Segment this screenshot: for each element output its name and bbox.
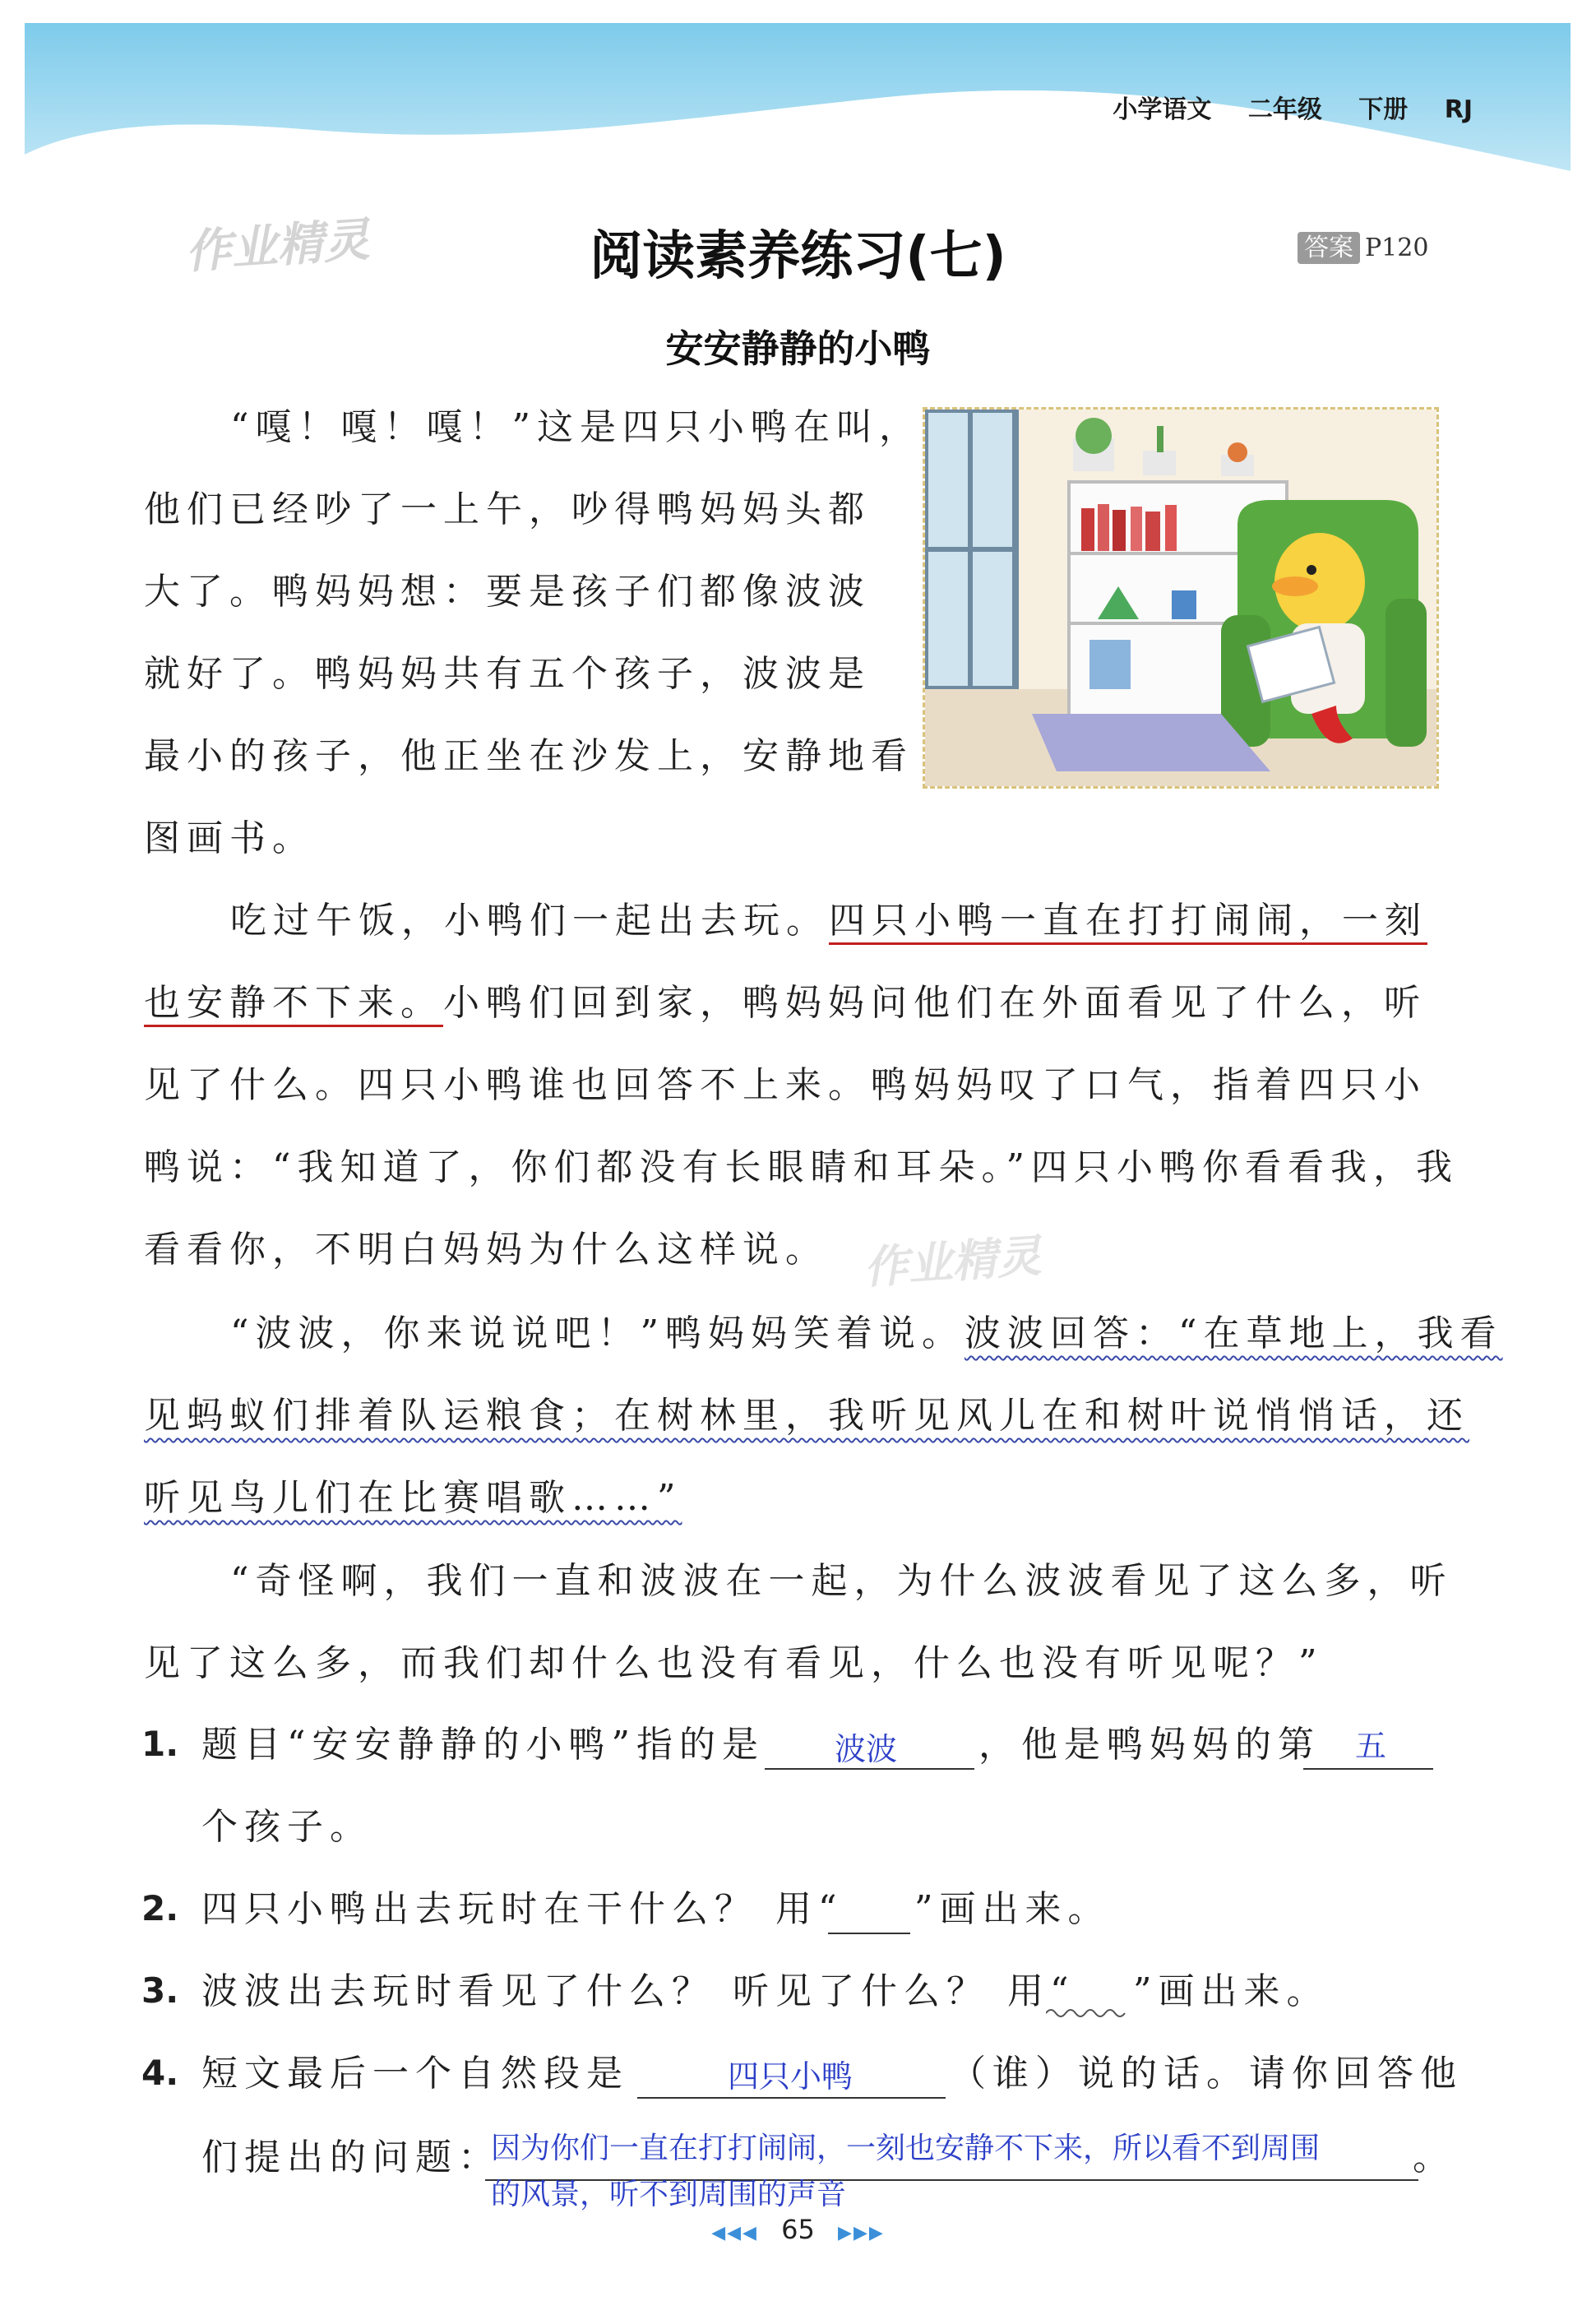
passage-line: 最小的孩子，他正坐在沙发上，安静地看	[144, 735, 914, 777]
passage-line: “奇怪啊，我们一直和波波在一起，为什么波波看见了这么多，听	[230, 1560, 1453, 1602]
footer-right-arrows: ▶▶▶	[838, 2223, 885, 2243]
passage-line	[230, 1309, 1503, 1359]
passage-line	[144, 1391, 1469, 1441]
wavy-underlined-text: 见蚂蚁们排着队运粮食；在树林里，我听见风儿在和树叶说悄悄话，还	[144, 1395, 1469, 1437]
red-underlined-text: 也安静不下来。	[144, 982, 443, 1024]
answer-page: P120	[1365, 234, 1429, 262]
question-3-number: 3.	[141, 1970, 179, 2011]
passage-text: “波波，你来说说吧！”鸭妈妈笑着说。	[230, 1312, 965, 1354]
header-grade: 二年级	[1247, 95, 1322, 124]
question-1-text-c: 个孩子。	[201, 1806, 372, 1848]
question-3-wavy-sample	[1046, 2005, 1128, 2021]
passage-text: 小鸭们回到家，鸭妈妈问他们在外面看见了什么，听	[443, 982, 1427, 1024]
question-4-text-c: 们提出的问题：	[201, 2137, 501, 2178]
passage-line: 图画书。	[144, 817, 315, 859]
page-title: 阅读素养练习(七)	[590, 226, 1006, 287]
question-1-text-b: ，他是鸭妈妈的第	[978, 1724, 1321, 1766]
passage-line: 鸭说：“我知道了，你们都没有长眼睛和耳朵。”四只小鸭你看看我，我	[144, 1146, 1459, 1188]
question-1-answer-1: 波波	[835, 1731, 898, 1767]
passage-line	[144, 1474, 682, 1523]
passage-line: 他们已经吵了一上午，吵得鸭妈妈头都	[144, 488, 871, 530]
question-4-answer-1: 四只小鸭	[728, 2058, 854, 2095]
question-4-number: 4.	[141, 2053, 179, 2093]
header-edition: RJ	[1444, 95, 1473, 124]
question-2-blank[interactable]	[828, 1933, 910, 1934]
question-4-text-d: 。	[1413, 2137, 1455, 2178]
watermark-top: 作业精灵	[183, 213, 372, 280]
header-meta	[1085, 89, 1473, 125]
illustration-svg	[925, 410, 1436, 786]
question-1-answer-2: 五	[1355, 1728, 1387, 1764]
footer	[0, 2214, 1596, 2245]
passage-text: 吃过午饭，小鸭们一起出去玩。	[230, 900, 829, 942]
passage-line: 看看你，不明白妈妈为什么这样说。	[144, 1229, 828, 1271]
question-1-text-a: 题目“安安静静的小鸭”指的是	[201, 1724, 765, 1766]
question-3-text-a: 波波出去玩时看见了什么？ 听见了什么？ 用“	[201, 1970, 1076, 2012]
footer-left-arrows: ◀◀◀	[711, 2223, 758, 2243]
passage-line: 见了这么多，而我们却什么也没有看见，什么也没有听见呢？”	[144, 1642, 1324, 1684]
question-4-text-a: 短文最后一个自然段是	[201, 2053, 629, 2095]
answer-reference	[1298, 227, 1428, 263]
header-volume: 下册	[1358, 95, 1409, 124]
question-2-number: 2.	[141, 1888, 179, 1928]
watermark-middle: 作业精灵	[862, 1229, 1043, 1294]
question-1-number: 1.	[141, 1724, 179, 1764]
passage-line: 就好了。鸭妈妈共有五个孩子，波波是	[144, 653, 871, 695]
question-1-blank-2[interactable]	[1303, 1768, 1433, 1770]
passage-line	[230, 896, 1427, 946]
question-4-answer-2: 因为你们一直在打打闹闹，一刻也安静不下来，所以看不到周围	[491, 2132, 1321, 2165]
red-underlined-text: 四只小鸭一直在打打闹闹，一刻	[829, 900, 1427, 942]
question-4-text-b: （谁）说的话。请你回答他	[950, 2053, 1463, 2095]
answer-label: 答案	[1298, 232, 1360, 264]
wavy-underlined-text: 听见鸟儿们在比赛唱歌……”	[144, 1477, 682, 1519]
passage-line: 大了。鸭妈妈想：要是孩子们都像波波	[144, 571, 871, 613]
passage-line	[144, 979, 1427, 1028]
question-4-answer-3: 的风景，听不到周围的声音	[491, 2178, 847, 2211]
passage-title: 安安静静的小鸭	[665, 326, 931, 371]
page-number: 65	[781, 2214, 815, 2245]
passage-line: “嘎！嘎！嘎！”这是四只小鸭在叫，	[230, 406, 922, 448]
header-subject: 小学语文	[1113, 95, 1212, 124]
question-2-text-a: 四只小鸭出去玩时在干什么？ 用“	[201, 1888, 844, 1930]
wavy-underlined-text: 波波回答：“在草地上，我看	[965, 1312, 1503, 1354]
question-2-text-b: ”画出来。	[914, 1888, 1111, 1930]
passage-line: 见了什么。四只小鸭谁也回答不上来。鸭妈妈叹了口气，指着四只小	[144, 1064, 1427, 1106]
duckling-reading-illustration	[923, 407, 1439, 789]
question-4-blank-1[interactable]	[637, 2097, 946, 2099]
question-3-text-b: ”画出来。	[1133, 1970, 1330, 2012]
